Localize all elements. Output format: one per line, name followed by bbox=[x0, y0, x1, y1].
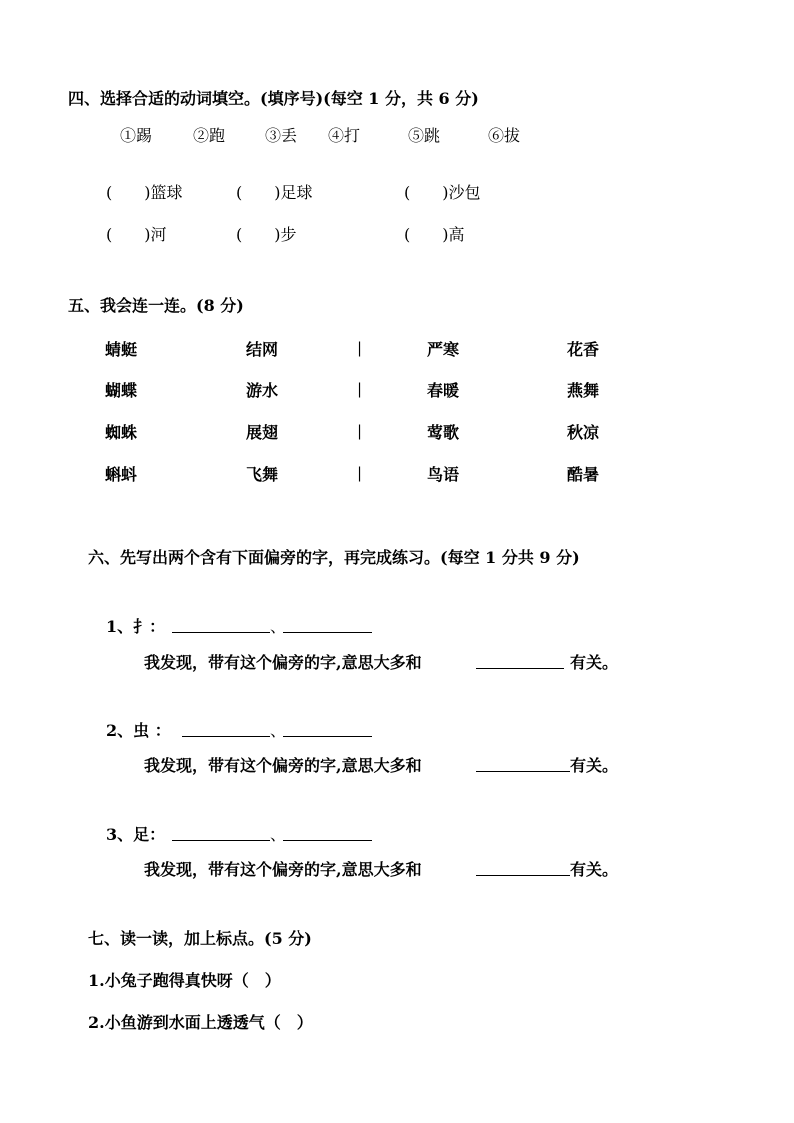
answer-blank[interactable] bbox=[476, 861, 570, 876]
verb-option-2: ②跑 bbox=[193, 126, 226, 145]
section4-title: 四、选择合适的动词填空。(填序号)(每空 1 分，共 6 分) bbox=[68, 89, 479, 108]
match-item-insect-3[interactable]: 蜘蛛 bbox=[105, 423, 138, 442]
divider-mark: | bbox=[357, 339, 363, 357]
radical-label-3: 3、足： bbox=[106, 825, 166, 844]
sentence-end-2: 有关。 bbox=[570, 756, 619, 775]
answer-blank[interactable] bbox=[476, 654, 564, 669]
verb-option-5: ⑤跳 bbox=[408, 126, 441, 145]
observation-sentence-1: 我发现，带有这个偏旁的字,意思大多和 bbox=[144, 653, 422, 672]
answer-blank[interactable] bbox=[172, 826, 270, 841]
match-item-phrase-a-3[interactable]: 莺歌 bbox=[427, 423, 460, 442]
section6-title: 六、先写出两个含有下面偏旁的字，再完成练习。(每空 1 分共 9 分) bbox=[88, 548, 580, 567]
verb-option-1: ①踢 bbox=[120, 126, 153, 145]
fill-blank-football[interactable]: ( )足球 bbox=[236, 183, 313, 202]
separator: 、 bbox=[270, 617, 287, 636]
divider-mark: | bbox=[357, 464, 363, 482]
divider-mark: | bbox=[357, 422, 363, 440]
verb-option-6: ⑥拔 bbox=[488, 126, 521, 145]
match-item-phrase-b-1[interactable]: 花香 bbox=[567, 340, 600, 359]
sentence-end-3: 有关。 bbox=[570, 860, 619, 879]
verb-option-3: ③丢 bbox=[265, 126, 298, 145]
observation-sentence-3: 我发现，带有这个偏旁的字,意思大多和 bbox=[144, 860, 422, 879]
observation-sentence-2: 我发现，带有这个偏旁的字,意思大多和 bbox=[144, 756, 422, 775]
match-item-action-1[interactable]: 结网 bbox=[246, 340, 279, 359]
fill-blank-step[interactable]: ( )步 bbox=[236, 225, 297, 244]
match-item-action-4[interactable]: 飞舞 bbox=[246, 465, 279, 484]
match-item-insect-4[interactable]: 蝌蚪 bbox=[105, 465, 138, 484]
fill-blank-sandbag[interactable]: ( )沙包 bbox=[404, 183, 481, 202]
answer-blank[interactable] bbox=[283, 826, 372, 841]
punctuation-item-2[interactable]: 2.小鱼游到水面上透透气（ ） bbox=[88, 1013, 313, 1032]
match-item-insect-1[interactable]: 蜻蜓 bbox=[105, 340, 138, 359]
radical-label-2: 2、虫 ： bbox=[106, 721, 171, 740]
match-item-phrase-b-2[interactable]: 燕舞 bbox=[567, 381, 600, 400]
answer-blank[interactable] bbox=[476, 757, 570, 772]
section5-title: 五、我会连一连。(8 分) bbox=[68, 296, 244, 315]
punctuation-item-1[interactable]: 1.小兔子跑得真快呀（ ） bbox=[88, 971, 281, 990]
match-item-action-3[interactable]: 展翅 bbox=[246, 423, 279, 442]
match-item-phrase-b-4[interactable]: 酷暑 bbox=[567, 465, 600, 484]
match-item-phrase-a-4[interactable]: 鸟语 bbox=[427, 465, 460, 484]
sentence-end-1: 有关。 bbox=[570, 653, 619, 672]
match-item-insect-2[interactable]: 蝴蝶 bbox=[105, 381, 138, 400]
fill-blank-basketball[interactable]: ( )篮球 bbox=[106, 183, 183, 202]
verb-option-4: ④打 bbox=[328, 126, 361, 145]
separator: 、 bbox=[270, 825, 287, 844]
answer-blank[interactable] bbox=[172, 618, 270, 633]
match-item-phrase-a-2[interactable]: 春暖 bbox=[427, 381, 460, 400]
answer-blank[interactable] bbox=[182, 722, 270, 737]
section7-title: 七、读一读，加上标点。(5 分) bbox=[88, 929, 312, 948]
answer-blank[interactable] bbox=[283, 722, 372, 737]
fill-blank-high[interactable]: ( )高 bbox=[404, 225, 465, 244]
answer-blank[interactable] bbox=[283, 618, 372, 633]
match-item-phrase-a-1[interactable]: 严寒 bbox=[427, 340, 460, 359]
match-item-action-2[interactable]: 游水 bbox=[246, 381, 279, 400]
match-item-phrase-b-3[interactable]: 秋凉 bbox=[567, 423, 600, 442]
fill-blank-river[interactable]: ( )河 bbox=[106, 225, 167, 244]
separator: 、 bbox=[270, 721, 287, 740]
radical-label-1: 1、扌： bbox=[106, 617, 166, 636]
divider-mark: | bbox=[357, 380, 363, 398]
